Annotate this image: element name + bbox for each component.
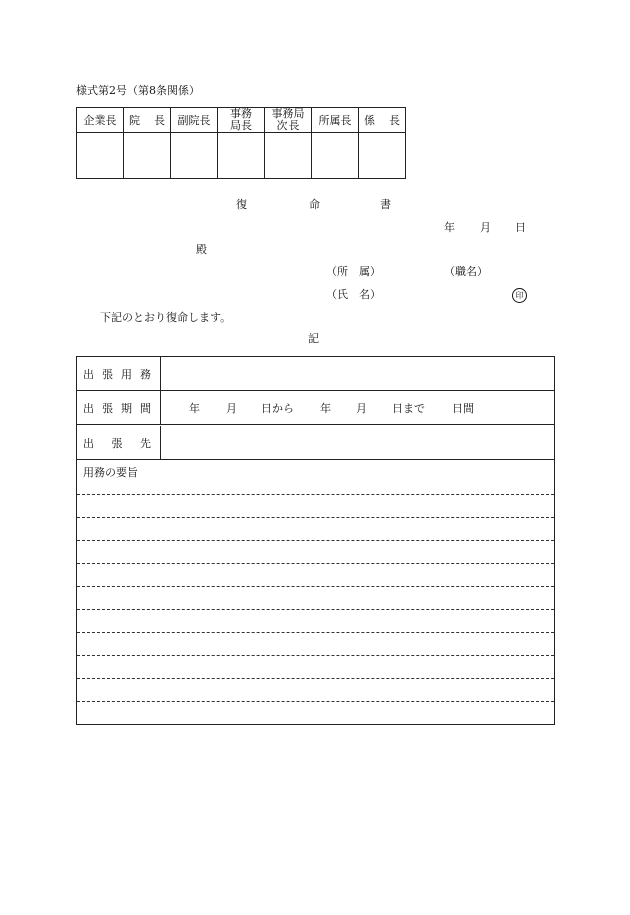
approval-header-cell [77,108,124,133]
affiliation-label: （所 属） [326,265,381,278]
summary-ruled-line [77,517,554,518]
destination-field[interactable] [162,426,554,459]
destination-label-char: 出 [83,436,94,450]
period-start-year-label: 年 [189,402,200,415]
approval-stamp-box[interactable] [359,133,406,179]
period-start-day-label: 日から [261,402,294,415]
approval-header-cell [312,108,359,133]
period-start-month-label: 月 [226,402,237,415]
approval-header-char: 長 [288,118,300,132]
approval-header-label [359,112,405,128]
form-label: 様式第2号（第8条関係） [76,84,200,97]
doc-title-char: 命 [309,198,320,211]
seal-icon: 印 [512,288,527,303]
period-row [77,391,554,425]
approval-header-char: 局 [230,118,241,132]
period-label-char: 期 [121,401,132,415]
summary-ruled-line [77,632,554,633]
period-end-month-label: 月 [356,402,367,415]
approval-stamp-box[interactable] [265,133,312,179]
period-label [77,391,161,424]
period-label-char: 出 [83,401,94,415]
approval-header-label: 副院長 [177,114,211,127]
purpose-label-char: 出 [83,367,94,381]
approval-header-char: 長 [389,114,400,127]
ki-heading: 記 [308,332,319,345]
summary-ruled-line [77,540,554,541]
date-year-label: 年 [444,221,455,234]
period-days-label: 日間 [452,402,474,415]
doc-title-char: 書 [380,198,391,211]
purpose-row [77,357,554,391]
approval-stamp-box[interactable] [124,133,171,179]
approval-stamp-row [77,133,406,179]
approval-stamp-box[interactable] [77,133,124,179]
purpose-label [77,357,161,390]
approval-header-cell [265,108,312,133]
period-label-char: 張 [102,401,113,415]
approval-stamp-box[interactable] [312,133,359,179]
summary-ruled-line [77,655,554,656]
purpose-label-char: 用 [121,367,132,381]
name-label: （氏 名） [326,288,381,301]
approval-header-label [225,108,257,131]
approval-header-char: 係 [364,114,375,127]
approval-header-cell [171,108,218,133]
approval-header-char: 院 [129,114,140,127]
purpose-label-char: 張 [102,367,113,381]
summary-ruled-line [77,609,554,610]
period-field[interactable] [162,391,554,424]
destination-label-char: 張 [111,436,123,450]
summary-label: 用務の要旨 [83,466,138,479]
approval-header-line: 事務局 [271,107,305,121]
summary-ruled-line [77,563,554,564]
approval-header-line [225,120,257,132]
approval-header-cell [218,108,265,133]
approval-header-line [272,120,305,132]
addressee-suffix: 殿 [196,243,207,256]
approval-header-char: 事 [230,107,241,121]
date-month-label: 月 [480,221,491,234]
approval-stamp-box[interactable] [171,133,218,179]
approval-header-cell [359,108,406,133]
intro-text: 下記のとおり復命します。 [100,311,232,324]
summary-ruled-line [77,701,554,702]
approval-header-label: 所属長 [318,114,352,127]
destination-row [77,426,554,460]
approval-header-char: 次 [276,118,288,132]
approval-stamp-table [76,107,406,179]
approval-stamp-box[interactable] [218,133,265,179]
approval-header-label [124,112,170,128]
approval-header-cell [124,108,171,133]
period-end-year-label: 年 [320,402,331,415]
approval-header-label: 企業長 [83,114,117,127]
position-label: （職名） [444,265,488,278]
destination-label [77,426,161,459]
date-day-label: 日 [515,221,526,234]
doc-title-char: 復 [236,198,247,211]
trip-detail-table [76,356,555,725]
purpose-label-char: 務 [140,367,151,381]
approval-header-label [272,108,305,131]
approval-header-row [77,108,406,133]
purpose-field[interactable] [162,357,554,390]
approval-header-char: 務 [241,107,252,121]
period-end-day-label: 日まで [392,402,425,415]
period-label-char: 間 [140,401,151,415]
destination-label-char: 先 [140,436,151,450]
summary-ruled-line [77,678,554,679]
approval-header-char: 長 [154,114,165,127]
summary-ruled-line [77,586,554,587]
summary-ruled-line [77,494,554,495]
approval-header-char: 長 [241,118,252,132]
